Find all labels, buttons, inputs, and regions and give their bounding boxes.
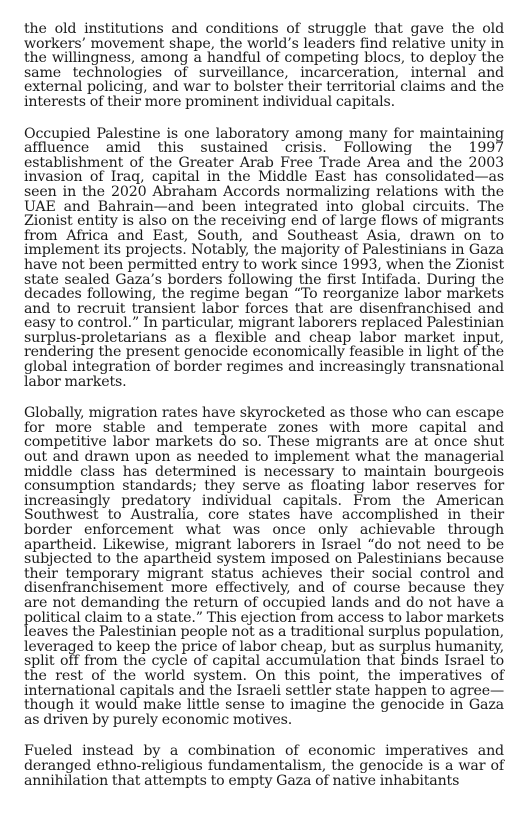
paragraph: Globally, migration rates have skyrocketed as those who can escape for more stable and temperate zones with more capital and competitive labor markets do so. These migrants are at once shut out and drawn upon as needed to implement what the managerial middle class has determined is necessary to maintain bourgeois consumption standards; they serve as floating labor reserves for increasingly predatory individual capitals. From the American Southwest to Australia, core states have accomplished in their border enforcement what was once only achievable through apartheid. Likewise, migrant laborers in Israel “do not need to be subjected to the apartheid system imposed on Palestinians because their temporary migrant status achieves their social control and disenfranchisement more effectively, and of course because they are not demanding the return of occupied lands and do not have a political claim to a state.” This ejection from access to labor markets leaves the Palestinian people not as a traditional surplus population, leveraged to keep the price of labor cheap, but as surplus humanity, split off from the cycle of capital accumulation that binds Israel to the rest of the world system. On this point, the imperatives of international capitals and the Israeli settler state happen to agree—though it would make little sense to imagine the genocide in Gaza as driven by purely economic motives. [24,405,504,728]
paragraph: Occupied Palestine is one laboratory among many for maintaining affluence amid this sustained crisis. Following the 1997 establishment of the Greater Arab Free Trade Area and the 2003 invasion of Iraq, capital in the Middle East has consolidated—as seen in the 2020 Abraham Accords normalizing relations with the UAE and Bahrain—and been integrated into global circuits. The Zionist entity is also on the receiving end of large flows of migrants from Africa and East, South, and Southeast Asia, drawn on to implement its projects. Notably, the majority of Palestinians in Gaza have not been permitted entry to work since 1993, when the Zionist state sealed Gaza’s borders following the first Intifada. During the decades following, the regime began “To reorganize labor markets and to recruit transient labor forces that are disenfranchised and easy to control.” In particular, migrant laborers replaced Palestinian surplus-proletarians as a flexible and cheap labor market input, rendering the present genocide economically feasible in light of the global integration of border regimes and increasingly transnational labor markets. [24,125,504,390]
paragraph: the old institutions and conditions of struggle that gave the old workers’ movement shape, the world’s leaders find relative unity in the willingness, among a handful of competing blocs, to deploy the same technologies of surveillance, incarceration, internal and external policing, and war to bolster their territorial claims and the interests of their more prominent individual capitals. [24,21,504,110]
paragraph: Fueled instead by a combination of economic imperatives and deranged ethno-religious fundamentalism, the genocide is a war of annihilation that attempts to empty Gaza of native inhabitants [24,743,504,789]
document-body [24,22,504,805]
